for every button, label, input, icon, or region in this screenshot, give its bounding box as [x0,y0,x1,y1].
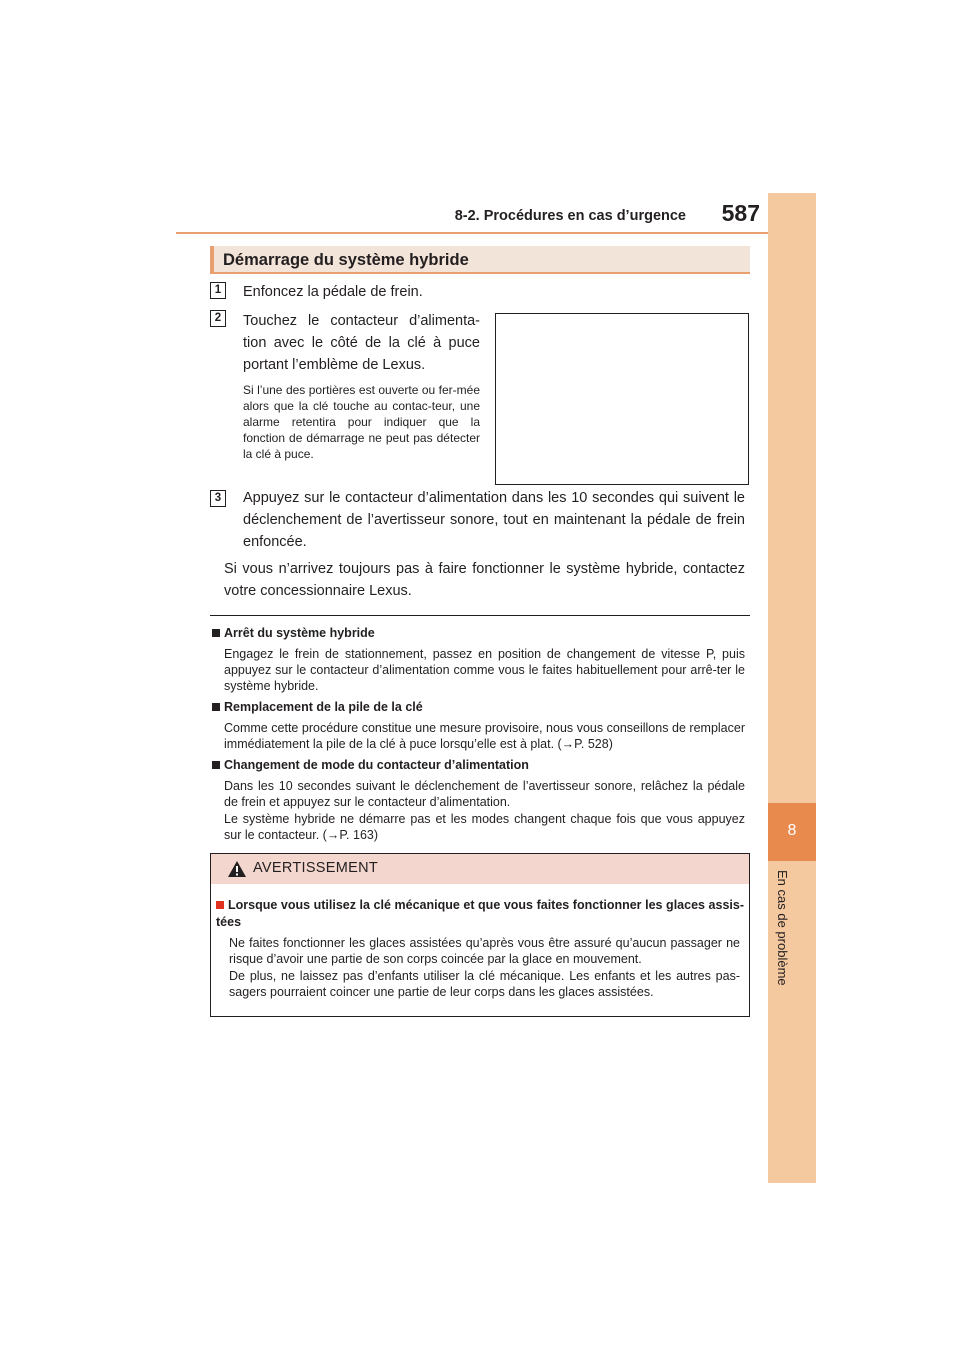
step-number-3: 3 [210,490,226,507]
running-header: 8-2. Procédures en cas d’urgence [454,208,686,224]
warning-body-2: De plus, ne laissez pas d’enfants utiliser la clé mécanique. Les enfants et les autres pas-sagers pourraient coincer une partie de leur corps dans les glaces assistées. [229,969,740,999]
chapter-title: En cas de problème [775,870,790,986]
square-bullet-icon [212,761,220,769]
step-2-note: Si l’une des portières est ouverte ou fer-mée alors que la clé touche au contac-teur, une alarme retentira pour indiquer que la fonction de démarrage ne peut pas détecter la clé à puce. [243,383,480,461]
square-bullet-icon [212,629,220,637]
chapter-tab[interactable] [768,803,816,861]
chapter-number: 8 [787,822,797,839]
warning-body-1: Ne faites fonctionner les glaces assistées qu’après vous être assuré qu’aucun passager ne risque d’avoir une partie de son corps coincée par la glace en mouvement. [229,936,740,966]
note-3-body-2: Le système hybride ne démarre pas et les modes changent chaque fois que vous appuyez sur le contacteur. (→P. 163) [224,812,745,842]
closing-paragraph: Si vous n’arrivez toujours pas à faire fonctionner le système hybride, contactez votre concessionnaire Lexus. [224,561,745,599]
note-2-body: Comme cette procédure constitue une mesure provisoire, nous vous conseillons de remplacer immédiatement la pile de la clé à puce lorsqu’elle est à plat. (→P. 528) [224,721,745,751]
step-2-line-3: portant l’emblème de Lexus. [243,357,426,373]
page-number: 587 [721,200,760,226]
note-3-heading: Changement de mode du contacteur d’alimentation [212,758,529,772]
step-number-2: 2 [210,310,226,327]
note-1-heading: Arrêt du système hybride [212,626,375,640]
note-1-body: Engagez le frein de stationnement, passez en position de changement de vitesse P, puis appuyez sur le contacteur d’alimentation comme vous le faites habituellement pour arrê-ter le système hybride. [224,647,745,693]
step-3-text: Appuyez sur le contacteur d’alimentation dans les 10 secondes qui suivent le déclenchement de l’avertisseur sonore, tout en maintenant la pédale de frein enfoncée. [243,490,745,550]
step-number-1: 1 [210,282,226,299]
step-2-line-1: Touchez le contacteur d’alimenta- [243,313,480,329]
warning-title: AVERTISSEMENT [253,860,379,876]
step-1-text: Enfoncez la pédale de frein. [243,284,423,300]
step-2-line-2: tion avec le côté de la clé à puce [243,335,480,351]
warning-heading: Lorsque vous utilisez la clé mécanique et que vous faites fonctionner les glaces assis-tées [216,898,744,929]
warning-triangle-icon [227,860,247,878]
square-bullet-icon [216,901,224,909]
section-divider [210,615,750,616]
header-rule [176,232,816,234]
section-title: Démarrage du système hybride [223,251,469,269]
note-3-body-1: Dans les 10 secondes suivant le déclenchement de l’avertisseur sonore, relâchez la pédale de frein et appuyez sur le contacteur d’alimentation. [224,779,745,809]
note-2-heading: Remplacement de la pile de la clé [212,700,423,714]
square-bullet-icon [212,703,220,711]
illustration-frame [495,313,749,485]
side-tab-band [768,193,816,1183]
